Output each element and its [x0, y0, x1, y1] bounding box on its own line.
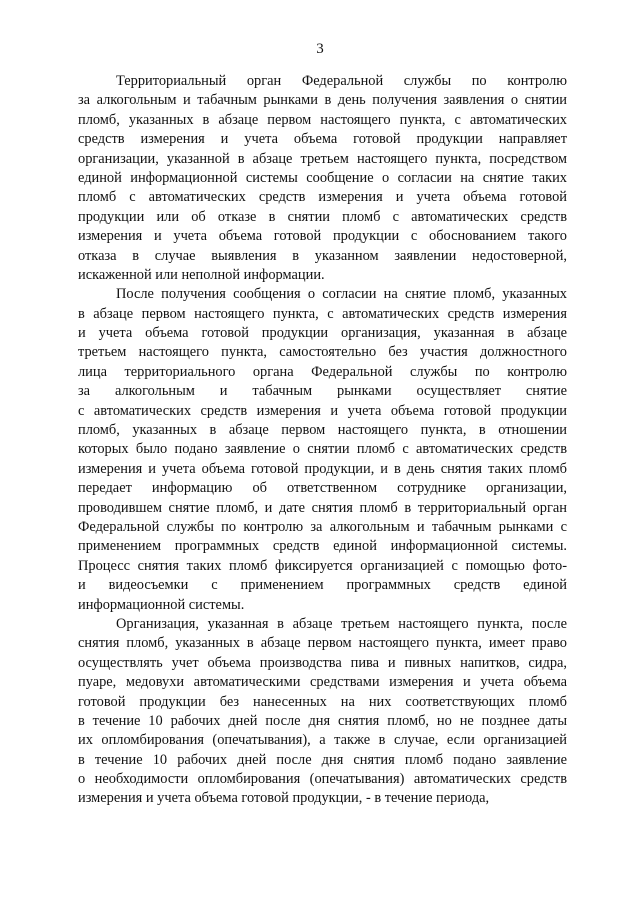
text-line: продукции или об отказе в снятии пломб с автоматических средств: [78, 208, 567, 225]
text-line: и видеосъемки с применением программных средств единой: [78, 577, 567, 594]
text-line: единой информационной системы сообщение о согласии на снятие таких: [78, 169, 567, 186]
text-line: пломб с автоматических средств измерения и учета объема готовой: [78, 189, 567, 206]
text-line: информационной системы.: [78, 596, 245, 613]
page-number: 3: [316, 41, 324, 57]
text-line: снятия пломб, указанных в абзаце первом настоящего пункта, имеет право: [78, 635, 567, 652]
paragraph: [78, 72, 567, 285]
text-line: искаженной или неполной информации.: [78, 266, 325, 283]
text-line: осуществлять учет объема производства пива и пивных напитков, сидра,: [78, 654, 567, 671]
paragraph: [78, 285, 567, 615]
document-body: [78, 72, 567, 809]
text-line: пломб, указанных в абзаце первом настоящего пункта, с автоматических: [78, 111, 567, 128]
text-line: организации, указанной в абзаце третьем настоящего пункта, посредством: [78, 150, 567, 167]
text-line: пломб, указанных в абзаце первом настоящего пункта, в отношении: [78, 422, 567, 439]
text-line: проводившем снятие пломб, и дате снятия пломб в территориальный орган: [78, 499, 567, 516]
text-line: измерения и учета объема готовой продукции, и в день снятия таких пломб: [78, 460, 567, 477]
text-line: Федеральной службы по контролю за алкогольным и табачным рынками с: [78, 518, 567, 535]
text-line: передает информацию об ответственном сотруднике организации,: [78, 480, 567, 497]
text-line: отказа в случае выявления в указанном заявлении недостоверной,: [78, 247, 567, 264]
text-line: готовой продукции без нанесенных на них соответствующих пломб: [78, 693, 567, 710]
text-line: Территориальный орган Федеральной службы по контролю: [116, 73, 567, 89]
text-line: за алкогольным и табачным рынками осуществляет снятие: [78, 383, 567, 400]
text-line: за алкогольным и табачным рынками в день получения заявления о снятии: [78, 92, 567, 109]
text-line: их опломбирования (опечатывания), а также в случае, если организацией: [78, 732, 567, 749]
text-line: в абзаце первом настоящего пункта, с автоматических средств измерения: [78, 305, 567, 322]
text-line: применением программных средств единой информационной системы.: [78, 538, 567, 555]
text-line: и учета объема готовой продукции организация, указанная в абзаце: [78, 325, 567, 342]
text-line: измерения и учета объема готовой продукции, - в течение периода,: [78, 790, 490, 807]
text-line: Процесс снятия таких пломб фиксируется организацией с помощью фото-: [78, 557, 567, 574]
text-line: После получения сообщения о согласии на снятие пломб, указанных: [116, 286, 567, 303]
text-line: в течение 10 рабочих дней после дня снятия пломб подано заявление: [78, 751, 567, 768]
text-line: в течение 10 рабочих дней после дня снятия пломб, но не позднее даты: [78, 712, 567, 729]
text-line: о необходимости опломбирования (опечатывания) автоматических средств: [78, 771, 567, 788]
text-line: с автоматических средств измерения и учета объема готовой продукции: [78, 402, 567, 419]
text-line: средств измерения и учета объема готовой продукции направляет: [78, 131, 567, 148]
text-line: пуаре, медовухи автоматическими средствами измерения и учета объема: [78, 674, 567, 691]
text-line: Организация, указанная в абзаце третьем настоящего пункта, после: [116, 615, 567, 632]
paragraph: [78, 615, 567, 809]
text-line: которых было подано заявление о снятии пломб с автоматических средств: [78, 441, 567, 458]
text-line: измерения и учета объема готовой продукции с обоснованием такого: [78, 228, 567, 245]
text-line: третьем настоящего пункта, самостоятельно без участия должностного: [78, 344, 567, 361]
text-line: лица территориального органа Федеральной службы по контролю: [78, 363, 567, 380]
